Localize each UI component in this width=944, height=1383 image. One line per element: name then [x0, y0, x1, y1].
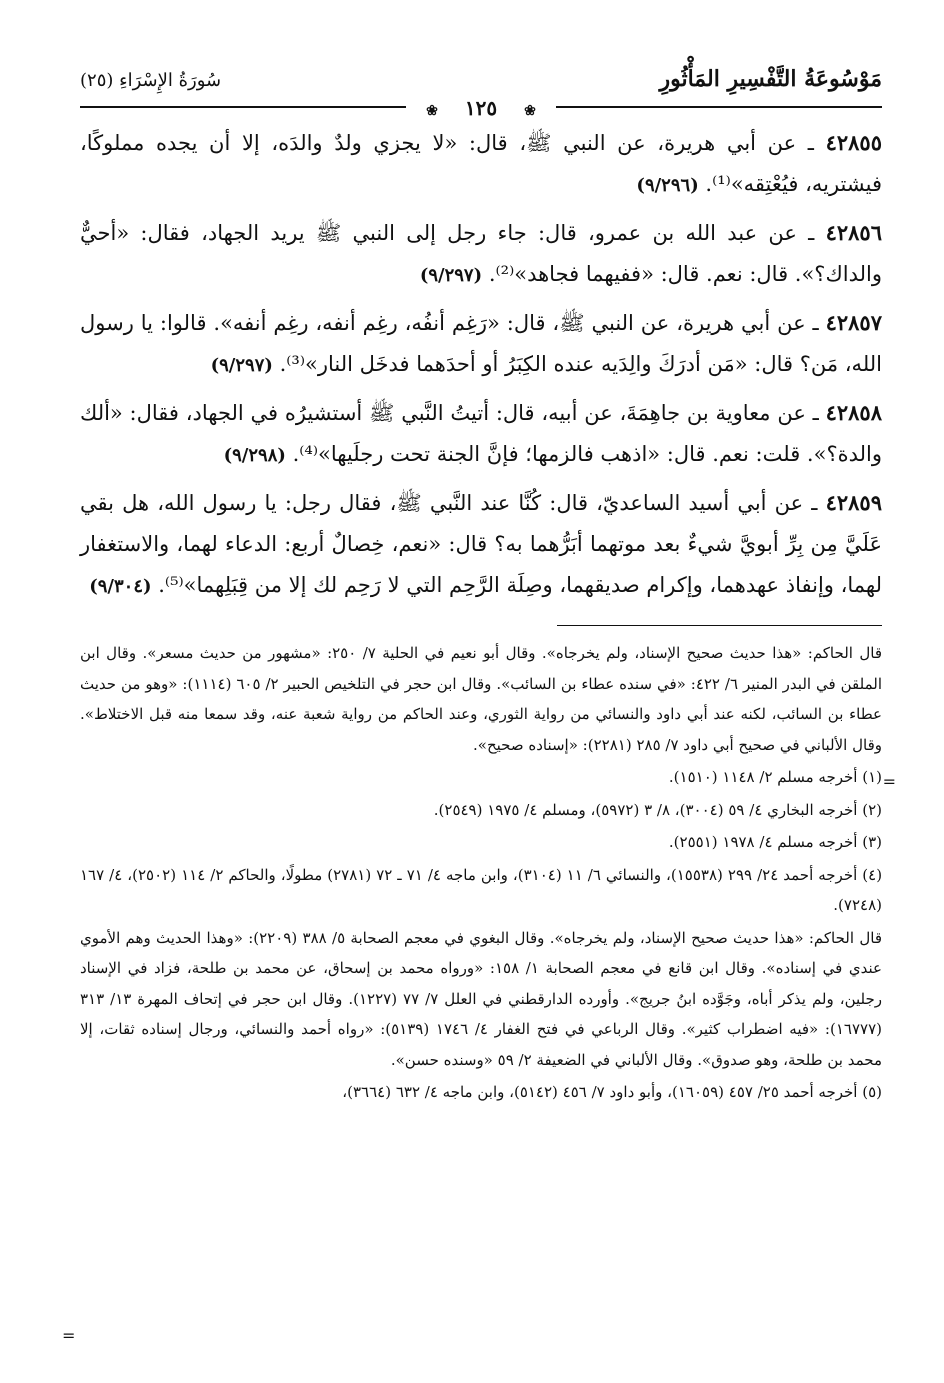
continued-from-mark: = — [882, 772, 896, 791]
hadith-number: ٤٢٨٥٦ — [825, 220, 882, 245]
hadith-reference: (٩/٣٠٤) — [89, 576, 152, 597]
hadith-entry — [80, 302, 882, 386]
footnote: (٣) أخرجه مسلم ٤/ ١٩٧٨ (٢٥٥١). — [668, 833, 882, 851]
hadith-number: ٤٢٨٥٨ — [825, 400, 882, 425]
hadith-number: ٤٢٨٥٥ — [825, 130, 882, 155]
ornament-icon: ❀ — [514, 103, 546, 119]
hadith-text: ـ عن أبي هريرة، عن النبي ﷺ، قال: «لا يجزي ولدٌ والدَه، إلا أن يجده مملوكًا، فيشتريه، فيُعْتِقه»⁽¹⁾. — [80, 131, 882, 196]
hadith-text: ـ عن أبي هريرة، عن النبي ﷺ، قال: «رَغِم أنفُه، رغِم أنفه، رغِم أنفه». قالوا: يا رسول الله، مَن؟ قال: «مَن أدرَكَ والِدَيه عنده الكِبَرُ أو أحدَهما فدخَل النار»⁽³⁾. — [80, 311, 882, 376]
ornament-icon: ❀ — [416, 103, 448, 119]
footnote: (٢) أخرجه البخاري ٤/ ٥٩ (٣٠٠٤)، ٨/ ٣ (٥٩٧٢)، ومسلم ٤/ ١٩٧٥ (٢٥٤٩). — [433, 800, 882, 819]
hadith-reference: (٩/٢٩٧) — [210, 355, 273, 376]
footnote: (٤) أخرجه أحمد ٢٤/ ٢٩٩ (١٥٥٣٨)، والنسائي ٦/ ١١ (٣١٠٤)، وابن ماجه ٤/ ٧١ ـ ٧٢ (٢٧٨١) مطولًا، والحاكم ٢/ ١١٤ (٢٥٠٢)، ٤/ ١٦٧ (٧٢٤٨). — [80, 865, 883, 914]
footnote-continuation: قال الحاكم: «هذا حديث صحيح الإسناد، ولم يخرجاه». وقال أبو نعيم في الحلية ٧/ ٢٥٠: «مشهور من حديث مسعر». وقال ابن الملقن في البدر المنير ٦/ ٤٢٢: «في سنده عطاء بن السائب». وقال ابن حجر في التلخيص الحبير ٢/ ٦٠٥ (١١١٤): «وهو من حديث عطاء بن السائب، لكنه عند أبي داود والنسائي من رواية الثوري، وعند الحاكم من رواية شعبة عنه، وقد سمعا منه قبل الاختلاط». وقال الألباني في صحيح أبي داود ٧/ ٢٨٥ (٢٢٨١): «إسناده صحيح». — [80, 644, 883, 754]
footnote: (٥) أخرجه أحمد ٢٥/ ٤٥٧ (١٦٠٥٩)، وأبو داود ٧/ ٤٥٦ (٥١٤٢)، وابن ماجه ٤/ ٦٣٢ (٣٦٦٤)، — [342, 1083, 882, 1101]
page-number: ١٢٥ — [455, 96, 507, 120]
main-text — [80, 122, 882, 607]
footnote-commentary: قال الحاكم: «هذا حديث صحيح الإسناد، ولم يخرجاه». وقال البغوي في معجم الصحابة ٥/ ٣٨٨ (٢٢٠٩): «وهذا الحديث وهم الأموي عندي في إسناده». وقال ابن قانع في معجم الصحابة ١/ ١٥٨: «ورواه محمد بن إسحاق، عن محمد بن طلحة، فزاد في الإسناد رجلين، ولم يذكر أباه، وجَوَّده ابنُ جريج». وأورده الدارقطني في العلل ٧/ ٧٧ (١٢٢٧). وقال ابن حجر في إتحاف المهرة ١٣/ ٣١٣ (١٦٧٧٧): «فيه اضطراب كثير». وقال الرباعي في فتح الغفار ٤/ ١٧٤٦ (٥١٣٩): «رواه أحمد والنسائي، ورجال إسناده ثقات، إلا محمد بن طلحة، وهو صدوق». وقال الألباني في الضعيفة ٢/ ٥٩ «وسنده حسن». — [80, 928, 882, 1069]
hadith-reference: (٩/٢٩٦) — [636, 175, 699, 196]
hadith-number: ٤٢٨٥٩ — [825, 490, 882, 515]
hadith-entry — [80, 122, 882, 206]
surah-title: سُورَةُ الإِسْرَاءِ (٢٥) — [80, 70, 222, 91]
footnotes — [80, 638, 882, 1108]
continues-mark: = — [62, 1326, 76, 1345]
hadith-text: ـ عن عبد الله بن عمرو، قال: جاء رجل إلى النبي ﷺ يريد الجهاد، فقال: «أحيٌّ والداك؟». قال: نعم. قال: «ففيهما فجاهد»⁽²⁾. — [80, 221, 882, 286]
hadith-reference: (٩/٢٩٧) — [419, 265, 483, 286]
hadith-entry — [80, 212, 882, 296]
page-header — [80, 62, 882, 120]
hadith-text: ـ عن معاوية بن جاهِمَةَ، عن أبيه، قال: أتيتُ النَّبي ﷺ أستشيرُه في الجهاد، فقال: «ألك والدة؟». قلت: نعم. قال: «اذهب فالزمها؛ فإنَّ الجنة تحت رجلَيها»⁽⁴⁾. — [80, 401, 882, 466]
footnote: (١) أخرجه مسلم ٢/ ١١٤٨ (١٥١٠). — [668, 768, 882, 786]
page — [80, 62, 882, 1108]
hadith-number: ٤٢٨٥٧ — [825, 310, 882, 335]
hadith-entry — [80, 392, 882, 476]
book-title: مَوْسُوعَةُ التَّفْسِيرِ المَأْثُورِ — [659, 66, 882, 92]
page-number-wrap — [80, 96, 882, 120]
hadith-entry — [80, 482, 882, 607]
hadith-reference: (٩/٢٩٨) — [223, 445, 286, 466]
hadith-text: ـ عن أبي أسيد الساعديّ، قال: كُنَّا عند النَّبي ﷺ، فقال رجل: يا رسول الله، هل بقي عَلَيَّ مِن بِرِّ أبويَّ شيءٌ بعد موتهما أبَرُّهما به؟ قال: «نعم، خِصالٌ أربع: الدعاء لهما، والاستغفار لهما، وإنفاذ عهدهما، وإكرام صديقهما، وصِلَة الرَّحِم التي لا رَحِم لك إلا من قِبَلِهما»⁽⁵⁾. — [80, 491, 882, 597]
footnote-divider — [557, 625, 882, 626]
